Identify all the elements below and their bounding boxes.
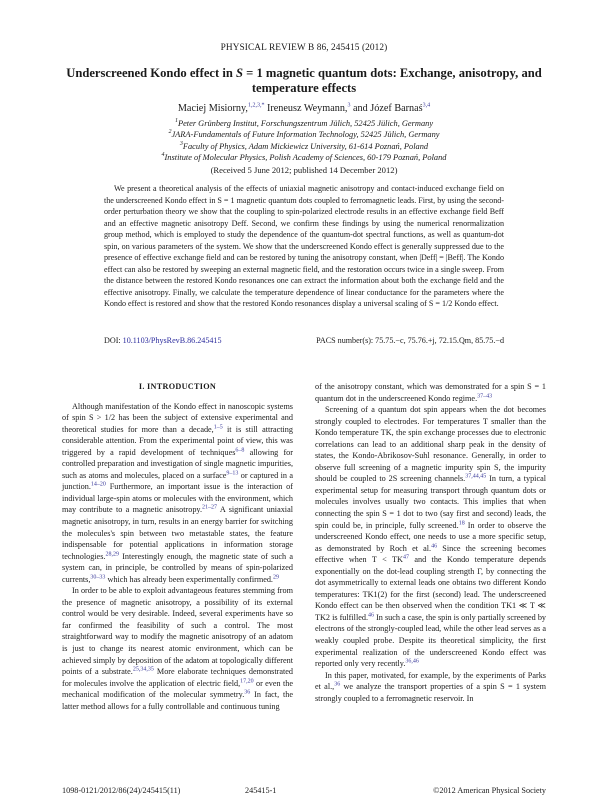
citation-link[interactable]: 46 [431,542,438,549]
citation-link[interactable]: 14–20 [90,481,106,488]
author-name: Maciej Misiorny, [177,103,248,114]
author-affiliation-ref[interactable]: 3 [347,102,351,109]
journal-header: PHYSICAL REVIEW B 86, 245415 (2012) [220,43,388,53]
citation-link[interactable]: 9–13 [226,470,239,477]
author-affiliation-ref[interactable]: 3,4 [422,102,431,109]
section-heading: I. INTRODUCTION [138,382,217,391]
paragraph: In order to be able to exploit advantageous features stemming from the presence of magnetic anisotropy, a possibility of its external control would be very desirable. Indeed, several experiments have so far confirmed the feasibility of such a control. The most straightforward way to modify the magnetic anisotropy of an adatom is just to change its nearest atomic environment, which can be achieved simply by deposition of the adatom at topologically different points of a substrate.$^{25,34,35}$ More elaborate techniques demonstrated for molecules involve the application of electric field,$^{17,20}$ or even the mechanical modification of the molecular symmetry.$^{36}$ In fact, the latter method allows for a fully controllable and continuous tuning [62,586,294,711]
abstract: We present a theoretical analysis of the effects of uniaxial magnetic anisotropy and contact-induced exchange field on the underscreened Kondo effect in S = 1 magnetic quantum dots coupled to ferromagnetic leads. First, by using the second-order perturbation theory we show that the coupling to spin-polarized electrode results in an effective exchange field Beff and an effective magnetic anisotropy Deff. Second, we confirm these findings by using the numerical renormalization group method, which is employed to study the dependence of the quantum-dot spectral functions, as well as quantum-dot spin, on various parameters of the system. We show that the underscreened Kondo effect is generally suppressed due to the presence of effective exchange field and can be restored by tuning the anisotropy constant, when |Deff| = |Beff|. The Kondo effect can also be restored by sweeping an external magnetic field, and the restoration occurs twice in a single sweep. From the distance between the restored Kondo resonances one can extract the information about both the exchange field and the effective anisotropy. Finally, we calculate the temperature dependence of linear conductance for the parameters where the Kondo effect is restored and show that the restored Kondo resonances display a universal scaling of S = 1/2 Kondo effect. [104,184,504,308]
citation-link[interactable]: 36,46 [405,658,419,665]
citation-link[interactable]: 37,44,45 [465,473,487,480]
affiliation: $^3$Faculty of Physics, Adam Mickiewicz University, 61-614 Poznań, Poland [179,141,429,151]
footer-page-number: 245415-1 [245,786,277,795]
affiliation: $^2$JARA-Fundamentals of Future Information Technology, 52425 Jülich, Germany [168,129,440,139]
citation-link[interactable]: 37–43 [477,392,493,399]
paragraph: Screening of a quantum dot spin appears when the dot becomes strongly coupled to electrodes. For temperatures T smaller than the Kondo temperature TK, the spin exchange processes due to electronic correlations can lead to an additional sharp peak in the density of states, the Kondo-Abrikosov-Suhl resonance. Generally, in order to observe full screening of a magnetic impurity spin S, the impurity should be coupled to 2S screening channels.$^{37,44,45}$ In turn, a typical experimental setup for measuring transport through quantum dots or molecules involves usually two contacts. This implies that when connecting the spin S = 1 dot to two (say first and second) leads, the spin could be, in principle, fully screened.$^{18}$ In order to observe the underscreened Kondo effect, one needs to use a more specific setup, as demonstrated by Roch et al.$^{46}$ Since the screening becomes effective when $T < TK^{47}$ and the Kondo temperature depends exponentially on the dot-lead coupling strength Γ, by connecting the dot asymmetrically to external leads one obtains two different Kondo temperatures: TK1(2) for the first (second) lead. The underscreened Kondo effect can be then observed when the condition TK1 ≪ T ≪ TK2 is fulfilled.$^{46}$ In such a case, the spin is only partially screened by electrons of the strongly-coupled lead, while the other lead serves as a weakly coupled probe. Despite its theoretical simplicity, the first experimental realization of the underscreened Kondo effect was reported only very recently.$^{36,46}$ [315,405,547,669]
citation-link[interactable]: 46 [368,612,375,619]
citation-link[interactable]: 1–5 [213,423,223,430]
author-name: Ireneusz Weymann, [264,103,348,114]
author-affiliation-ref[interactable]: 1,2,3,* [247,102,265,109]
paragraph: of the anisotropy constant, which was demonstrated for a spin S = 1 quantum dot in the underscreened Kondo regime.$^{37-43}$ [315,382,546,403]
paragraph: Although manifestation of the Kondo effect in nanoscopic systems of spin S > 1/2 has been the subject of extensive experimental and theoretical studies for more than a decade,$^{1-5}$ it is still attracting considerable attention. From the experimental point of view, this was triggered by a rapid development of techniques$^{6-8}$ allowing for controlled preparation and investigation of single magnetic impurities, such as atoms and molecules, placed on a surface$^{9-13}$ or captured in a junction.$^{14-20}$ Furthermore, an important issue is the interaction of individual large-spin atoms or molecules with the environment, which may contribute to a magnetic anisotropy.$^{21-27}$ A significant uniaxial magnetic anisotropy, in turn, results in an energy barrier for switching the molecules's spin between two metastable states, the feature indispensable for potential applications in information storage technologies.$^{28,29}$ Interestingly enough, the magnetic state of such a system can, in principle, be controlled by means of spin-polarized currents,$^{30-33}$ which has already been experimentally confirmed.$^{29}$ [62,401,293,584]
citation-link[interactable]: 18 [458,519,465,526]
footer-copyright: ©2012 American Physical Society [433,786,546,795]
paper-title: Underscreened Kondo effect in S = 1 magnetic quantum dots: Exchange, anisotropy, and temperature effects [66,66,542,95]
left-column [62,375,293,712]
affiliation: $^1$Peter Grünberg Institut, Forschungszentrum Jülich, 52425 Jülich, Germany [174,118,434,128]
citation-link[interactable]: 36 [244,689,251,696]
author-name: and Józef Barnaś [350,103,423,114]
doi-label: DOI: [104,336,123,345]
citation-link[interactable]: 47 [402,554,409,561]
citation-link[interactable]: 25,34,35 [132,666,154,673]
pacs-numbers: PACS number(s): 75.75.−c, 75.76.+j, 72.15.Qm, 85.75.−d [316,336,504,345]
footer-issn: 1098-0121/2012/86(24)/245415(11) [62,786,181,795]
citation-link[interactable]: 21–27 [202,504,218,511]
affiliation: $^4$Institute of Molecular Physics, Polish Academy of Sciences, 60-179 Poznań, Poland [161,152,447,162]
citation-link[interactable]: 28,29 [105,550,119,557]
author-list [0,103,608,114]
right-column [315,381,546,704]
citation-link[interactable]: 30–33 [90,574,106,581]
paragraph: In this paper, motivated, for example, by the experiments of Parks et al.,$^{36}$ we analyze the transport properties of a spin S = 1 system strongly coupled to a ferromagnetic reservoir. In [315,670,546,703]
received-dates: (Received 5 June 2012; published 14 December 2012) [210,165,398,175]
citation-link[interactable]: 36 [334,681,341,688]
citation-link[interactable]: 6–8 [235,447,245,453]
citation-link[interactable]: 17,20 [240,677,254,684]
doi-pacs-row [104,336,504,345]
doi-link[interactable]: 10.1103/PhysRevB.86.245415 [122,336,222,345]
citation-link[interactable]: 29 [272,574,279,581]
